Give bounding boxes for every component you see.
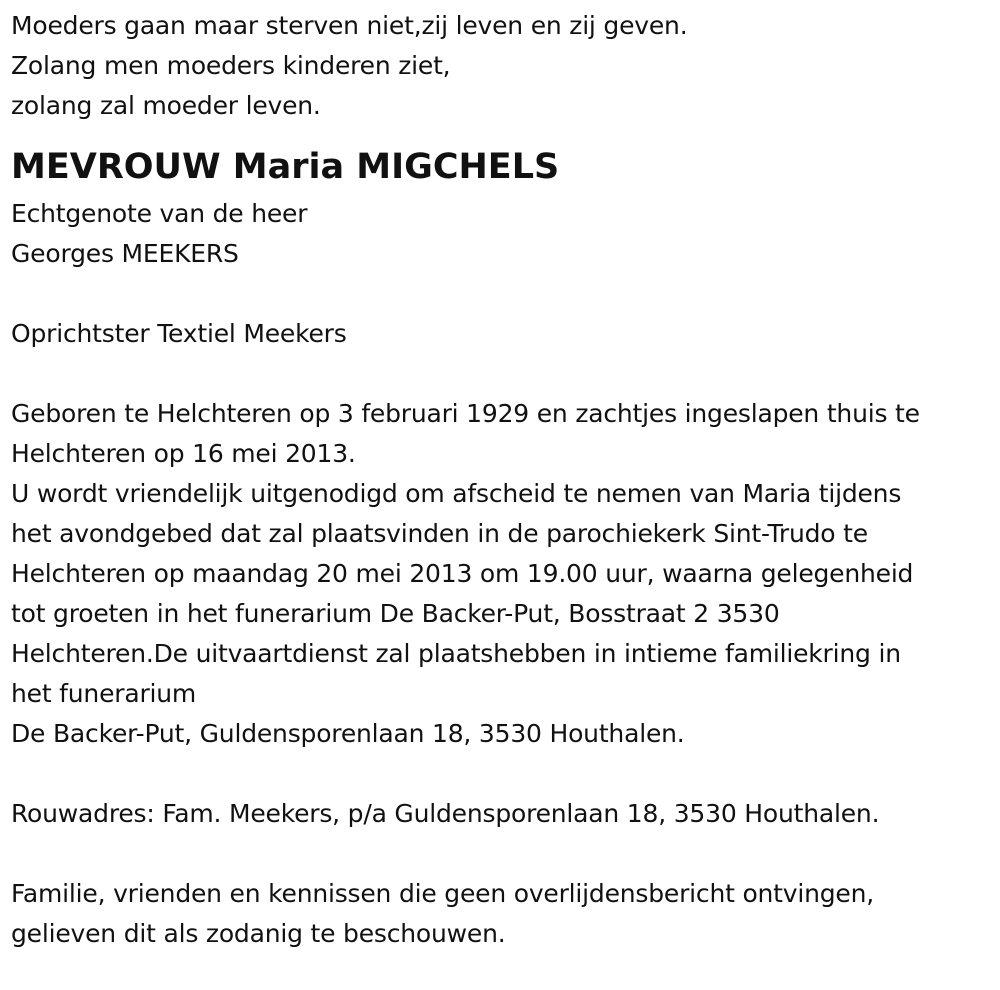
announcement-line: het avondgebed dat zal plaatsvinden in de parochiekerk Sint-Trudo te — [11, 519, 868, 548]
poem-line: zolang zal moeder leven. — [11, 91, 321, 120]
announcement-line: het funerarium — [11, 679, 197, 708]
announcement-line: tot groeten in het funerarium De Backer-Put, Bosstraat 2 3530 — [11, 599, 780, 628]
announcement-line: De Backer-Put, Guldensporenlaan 18, 3530 Houthalen. — [11, 719, 685, 748]
closing-line: gelieven dit als zodanig te beschouwen. — [11, 919, 506, 948]
spacer — [11, 834, 996, 874]
poem — [11, 6, 996, 126]
announcement-line: U wordt vriendelijk uitgenodigd om afscheid te nemen van Maria tijdens — [11, 479, 902, 508]
spouse-info — [11, 194, 996, 274]
spouse-name: Georges MEEKERS — [11, 239, 239, 268]
spouse-line: Echtgenote van de heer — [11, 199, 308, 228]
poem-line: Moeders gaan maar sterven niet,zij leven en zij geven. — [11, 11, 688, 40]
announcement-line: Geboren te Helchteren op 3 februari 1929 en zachtjes ingeslapen thuis te — [11, 399, 920, 428]
poem-line: Zolang men moeders kinderen ziet, — [11, 51, 451, 80]
spacer — [11, 354, 996, 394]
mourning-address: Rouwadres: Fam. Meekers, p/a Guldensporenlaan 18, 3530 Houthalen. — [11, 799, 880, 828]
announcement-line: Helchteren op maandag 20 mei 2013 om 19.00 uur, waarna gelegenheid — [11, 559, 914, 588]
closing-line: Familie, vrienden en kennissen die geen overlijdensbericht ontvingen, — [11, 879, 875, 908]
spacer — [11, 274, 996, 314]
closing-note — [11, 874, 996, 954]
spacer — [11, 754, 996, 794]
announcement-line: Helchteren.De uitvaartdienst zal plaatshebben in intieme familiekring in — [11, 639, 901, 668]
deceased-name: MEVROUW Maria MIGCHELS — [11, 147, 560, 187]
announcement-line: Helchteren op 16 mei 2013. — [11, 439, 356, 468]
role-line: Oprichtster Textiel Meekers — [11, 319, 347, 348]
obituary-notice — [11, 6, 996, 954]
announcement-text — [11, 394, 996, 754]
